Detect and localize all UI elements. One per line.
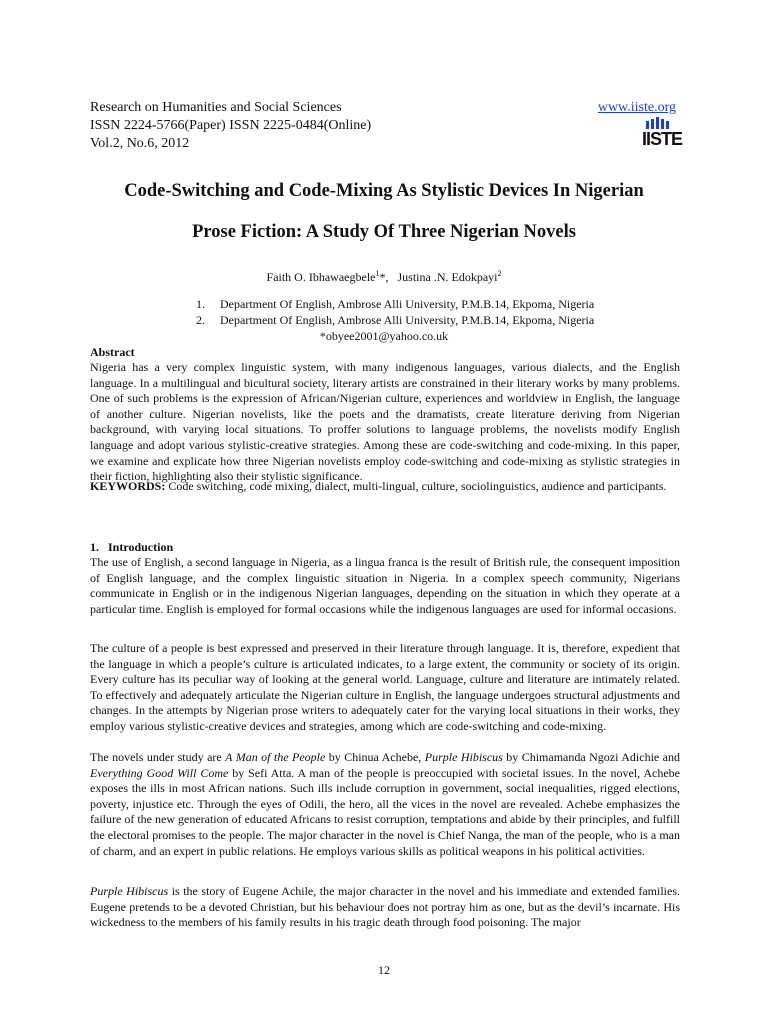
corresponding-email: *obyee2001@yahoo.co.uk [319, 329, 449, 343]
author-1-affil: 1 [375, 269, 380, 278]
book-title: Purple Hibiscus [424, 750, 503, 764]
paragraph [90, 884, 680, 931]
paragraph: The use of English, a second language in Nigeria, as a lingua franca is the result of British rule, the consequent imposition of English language, and the complex linguistic situation in Nigeria. In a complex speech community, Nigerians communicate in English or in the indigenous Nigerian languages, depending on the situation in which they operate at a particular time. English is employed for formal occasions while the indigenous languages are used for informal occasions. [90, 555, 680, 616]
book-title: Everything Good Will Come [90, 765, 229, 780]
author-2-affil: 2 [497, 269, 502, 278]
logo-bars-icon [642, 117, 674, 129]
paper-title-line-2: Prose Fiction: A Study Of Three Nigerian Novels [192, 222, 576, 242]
author-1: Faith O. Ibhawaegbele [266, 270, 376, 284]
author-list [90, 266, 678, 285]
affiliation-number: 1. [196, 297, 205, 311]
paragraph-text: is the story of Eugene Achile, the major character in the novel and his immediate and extended families. Eugene pretends to be a devoted Christian, but his behaviour does not portray him as one, but as the devil’s incarnate. His wickedness to the members of his family results in his tragic death through food poisoning. The major [90, 884, 680, 930]
affiliation-item [196, 296, 636, 312]
paragraph-text: by Chimamanda Ngozi Adichie and [502, 750, 680, 764]
affiliation-text: Department Of English, Ambrose Alli University, P.M.B.14, Ekpoma, Nigeria [220, 297, 595, 311]
keywords-text: Code switching, code mixing, dialect, multi-lingual, culture, sociolinguistics, audience and participants. [165, 479, 667, 493]
keywords-label: KEYWORDS: [90, 479, 166, 493]
section-heading [90, 539, 173, 555]
paragraph-text: by Sefi Atta. A man of the people is preoccupied with societal issues. In the novel, Achebe exposes the ills in most African nations. Such ills include corruption in government, social inequalities, rigged elections, poverty, injustice etc. Through the eyes of Odili, the hero, all the vices in the novel are revealed. Achebe emphasizes the failure of the new generation of educated Africans to resist corruption, temptations and abide by their principles, and fulfill the electoral promises to the people. The major character in the novel is Chief Nanga, the man of the people, who is a man of charm, and an expert in public relations. He employs various skills as political weapons in his political activities. [90, 765, 680, 858]
journal-volume: Vol.2, No.6, 2012 [90, 136, 190, 151]
section-number: 1. [90, 540, 99, 554]
paper-title-line-1: Code-Switching and Code-Mixing As Stylistic Devices In Nigerian [124, 181, 644, 201]
book-title: A Man of the People [225, 750, 326, 764]
journal-issn: ISSN 2224-5766(Paper) ISSN 2225-0484(Online) [90, 118, 372, 133]
paragraph [90, 750, 680, 859]
keywords [90, 479, 680, 495]
affiliation-number: 2. [196, 313, 205, 327]
page-number: 12 [378, 963, 390, 977]
logo-text: IISTE [642, 129, 683, 149]
journal-name: Research on Humanities and Social Sciences [90, 100, 342, 115]
author-2: Justina .N. Edokpayi [397, 270, 498, 284]
author-1-mark: *, [379, 270, 389, 284]
abstract-heading: Abstract [90, 345, 135, 359]
website-link[interactable]: www.iiste.org [597, 100, 676, 115]
book-title: Purple Hibiscus [90, 884, 169, 898]
affiliation-list [196, 296, 636, 328]
journal-header [90, 99, 683, 153]
paragraph: The culture of a people is best expressed and preserved in their literature through language. It is, therefore, expedient that the language in which a people’s culture is articulated indicates, to a large extent, the community or society of its origin. Every culture has its peculiar way of looking at the general world. Language, culture and literature are intimately related. To effectively and adequately articulate the Nigerian culture in English, the language undergoes structural adjustments and changes. In the attempts by Nigerian prose writers to adequately cater for the varying local situations in their works, they employ various stylistic-creative devices and strategies, among which are code-switching and code-mixing. [90, 641, 680, 733]
abstract-text: Nigeria has a very complex linguistic system, with many indigenous languages, various dialects, and the English language. In a multilingual and bicultural society, literary artists are constrained in their literary works by many problems. One of such problems is the expression of African/Nigerian culture, experiences and worldview in English, the language of another culture. Nigerian novelists, like the poets and the dramatists, create literature deriving from Nigerian background, with varying local situations. To proffer solutions to language problems, the novelists modify English language and adopt various stylistic-creative strategies. Among these are code-switching and code-mixing. In this paper, we examine and explicate how three Nigerian novelists employ code-switching and code-mixing as stylistic strategies in their fiction, highlighting also their stylistic significance. [90, 360, 680, 484]
affiliation-text: Department Of English, Ambrose Alli University, P.M.B.14, Ekpoma, Nigeria [220, 313, 595, 327]
iiste-logo [642, 117, 683, 151]
section-title: Introduction [108, 540, 174, 554]
paragraph-text: The novels under study are [90, 750, 226, 764]
paragraph-text: by Chinua Achebe, [325, 750, 425, 764]
affiliation-item [196, 312, 636, 328]
